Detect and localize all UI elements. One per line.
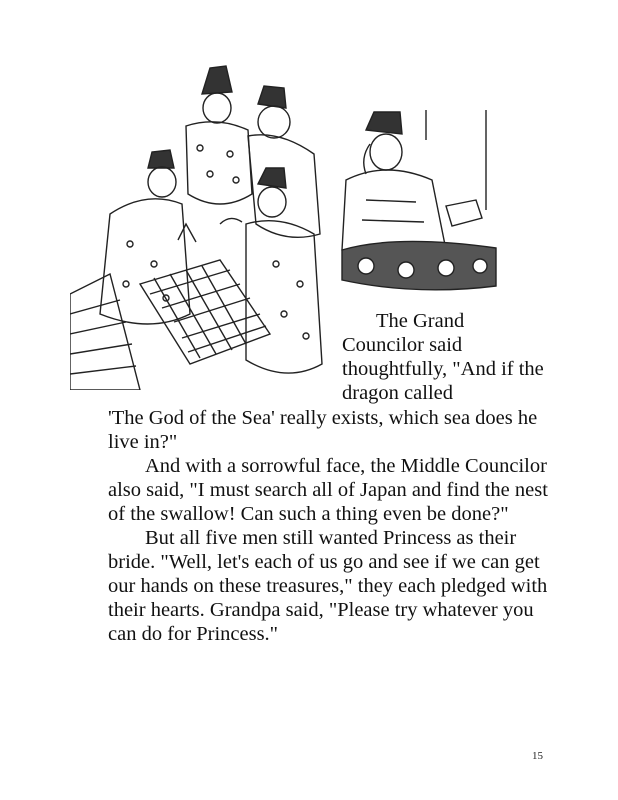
paragraph1-line6: live in?" [108,431,178,453]
paragraph1-line3: thoughtfully, "And if the [342,358,544,380]
paragraph3-line4: their hearts. Grandpa said, "Please try whatever you [108,599,534,621]
paragraph1-line5: 'The God of the Sea' really exists, which sea does he [108,407,538,429]
paragraph1-line4: dragon called [342,382,453,404]
paragraph1-line1: The Grand [376,310,465,332]
paragraph2-line1: And with a sorrowful face, the Middle Councilor [145,455,547,477]
paragraph3-line1: But all five men still wanted Princess as their [145,527,517,549]
paragraph2-line3: of the swallow! Can such a thing even be done?" [108,503,509,525]
paragraph2-line2: also said, "I must search all of Japan and find the nest [108,479,548,501]
paragraph3-line3: our hands on these treasures," they each pledged with [108,575,548,597]
page-number: 15 [532,750,543,762]
paragraph3-line2: bride. "Well, let's each of us go and see if we can get [108,551,540,573]
grand-councilor-illustration [336,110,502,292]
councilor-drawing [336,110,502,292]
courtiers-group-illustration [70,64,342,390]
courtiers-drawing [70,64,342,390]
paragraph3-line5: can do for Princess." [108,623,279,645]
paragraph1-line2: Councilor said [342,334,463,356]
